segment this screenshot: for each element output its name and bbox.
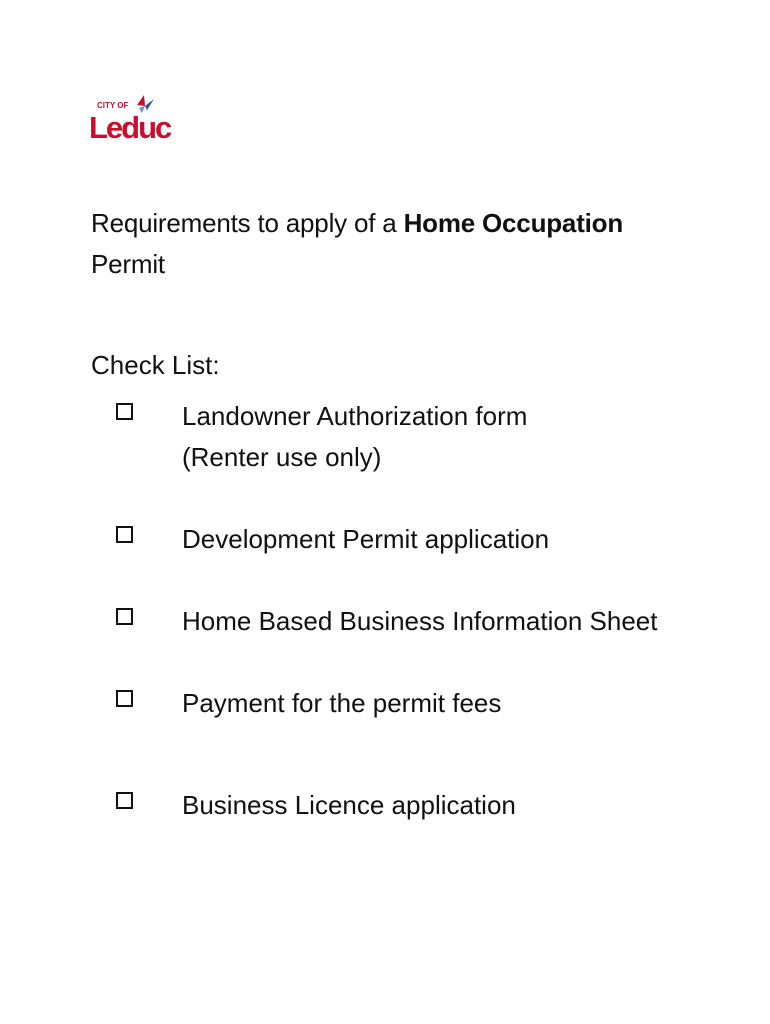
logo-name-text: Leduc — [89, 110, 171, 144]
page-heading — [91, 203, 731, 285]
heading-suffix: Permit — [91, 249, 165, 279]
logo-graphic — [88, 92, 180, 144]
logo-small-text: CITY OF — [97, 101, 129, 110]
checkbox[interactable] — [116, 792, 133, 809]
checklist-item-label: Development Permit application — [182, 524, 550, 554]
checklist-item-label: Home Based Business Information Sheet — [182, 606, 658, 636]
checklist-item-label: Payment for the permit fees — [182, 688, 502, 718]
checkbox[interactable] — [116, 526, 133, 543]
heading-prefix: Requirements to apply of a — [91, 208, 404, 238]
checkbox[interactable] — [116, 690, 133, 707]
checkbox[interactable] — [116, 403, 133, 420]
checkbox[interactable] — [116, 608, 133, 625]
checklist-item-label: Landowner Authorization form — [182, 401, 528, 431]
checklist-label: Check List: — [91, 350, 220, 380]
heading-bold-text: Home Occupation — [403, 208, 624, 238]
city-of-leduc-logo — [88, 92, 180, 144]
checklist-item-sublabel: (Renter use only) — [182, 442, 382, 472]
checklist-item-label: Business Licence application — [182, 790, 516, 820]
